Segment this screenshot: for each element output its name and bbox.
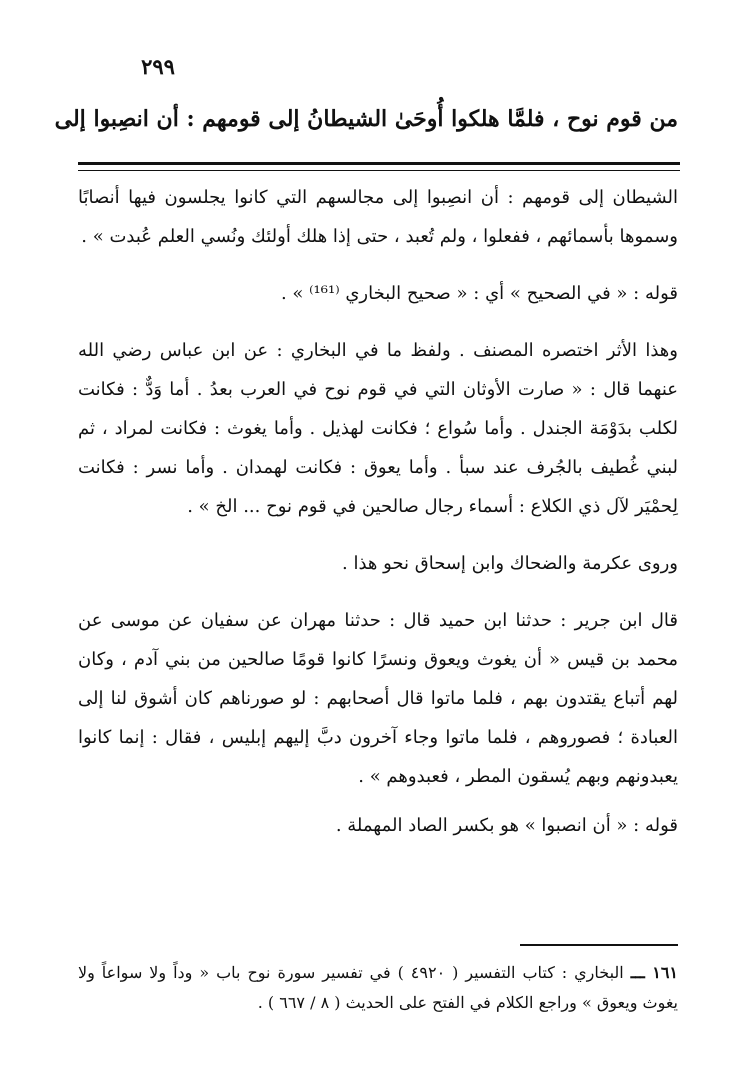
paragraph: الشيطان إلى قومهم : أن انصِبوا إلى مجالسهم التي كانوا يجلسون فيها أنصابًا وسموها بأسمائهم ، ففعلوا ، ولم تُعبد ، حتى إذا هلك أولئك ونُسي العلم عُبدت » . — [78, 187, 678, 247]
header-rule-thick — [78, 162, 680, 165]
footnote-rule — [520, 944, 678, 946]
paragraph: قال ابن جرير : حدثنا ابن حميد قال : حدثنا مهران عن سفيان عن موسى عن محمد بن قيس « أن يغوث ويعوق ونسرًا كانوا قومًا صالحين من بني آدم ، وكان لهم أتباع يقتدون بهم ، فلما ماتوا قال أصحابهم : لو صورناهم كان أشوق لنا إلى العبادة ؛ فصوروهم ، فلما ماتوا وجاء آخرون دبَّ إليهم إبليس ، فقال : إنما كانوا يعبدونهم وبهم يُسقون المطر ، فعبدوهم » . — [78, 610, 678, 787]
footnote — [78, 958, 678, 1018]
paragraph: قوله : « أن انصبوا » هو بكسر الصاد المهملة . — [335, 815, 678, 836]
paragraph: قوله : « في الصحيح » أي : « صحيح البخاري ⁽¹⁶¹⁾ » . — [280, 283, 678, 304]
page-number: ٢٩٩ — [141, 54, 175, 79]
header-rule-thin — [78, 170, 680, 171]
paragraph: وروى عكرمة والضحاك وابن إسحاق نحو هذا . — [342, 553, 678, 574]
body-text — [78, 178, 678, 845]
paragraph: وهذا الأثر اختصره المصنف . ولفظ ما في البخاري : عن ابن عباس رضي الله عنهما قال : « صارت الأوثان التي في قوم نوح في العرب بعدُ . أما وَدٌّ : فكانت لكلب بدَوْمَة الجندل . وأما سُواع ؛ فكانت لهذيل . وأما يغوث : فكانت لمراد ، ثم لبني غُطيف بالجُرف عند سبأ . وأما يعوق : فكانت لهمدان . وأما نسر : فكانت لِحمْيَر لآل ذي الكلاع : أسماء رجال صالحين في قوم نوح ... الخ » . — [78, 340, 678, 517]
footnote-text: البخاري : كتاب التفسير ( ٤٩٢٠ ) في تفسير سورة نوح باب « وداً ولا سواعاً ولا يغوث ويعوق » وراجع الكلام في الفتح على الحديث ( ٨ / ٦٦٧ ) . — [78, 963, 678, 1012]
header-line: من قوم نوح ، فلمَّا هلكوا أُوحَىٰ الشيطانُ إلى قومهم : أن انصِبوا إلى — [54, 106, 678, 132]
footnote-number: ١٦١ ـــ — [630, 963, 679, 982]
